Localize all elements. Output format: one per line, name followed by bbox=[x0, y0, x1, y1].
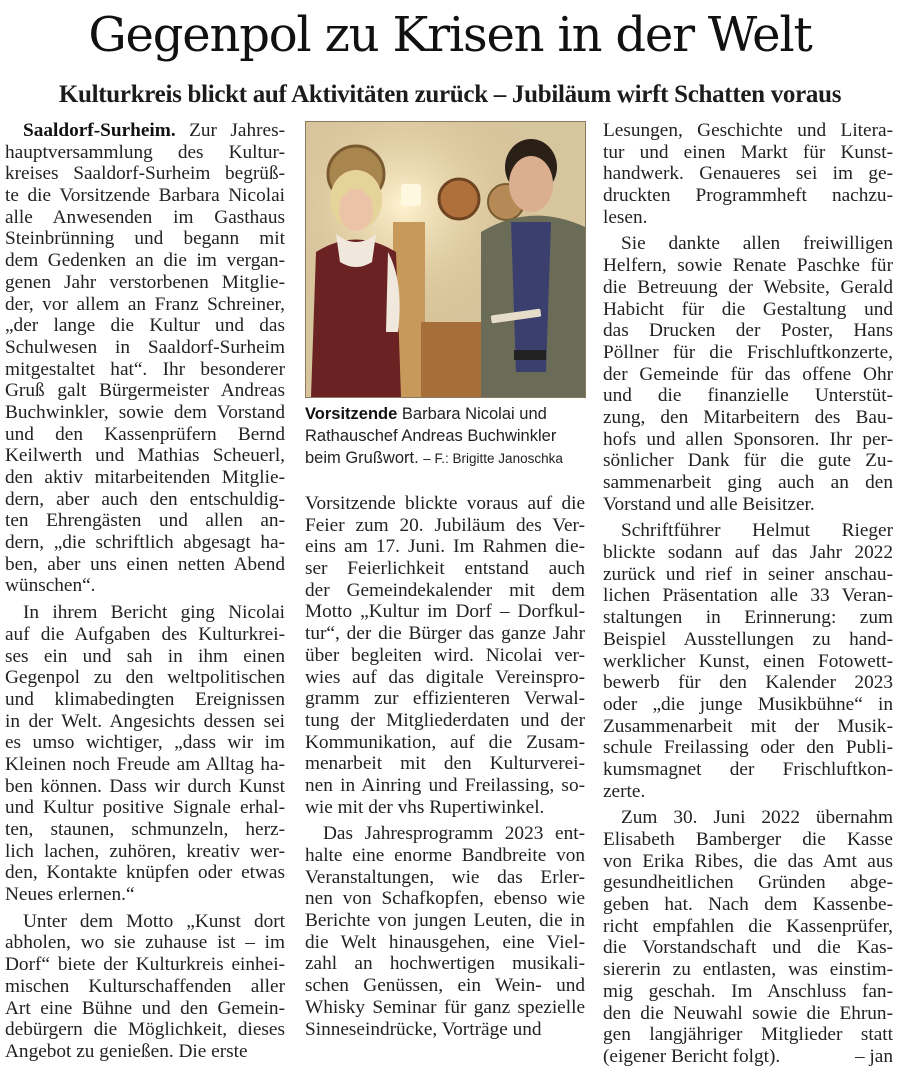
text-line: Neues erlernen.“ bbox=[5, 884, 135, 906]
text-line: mig geschah. Im Anschluss fan- bbox=[603, 980, 893, 1002]
text-line: handwerk. Genaueres sei im ge- bbox=[603, 163, 893, 185]
text-line: dem Gedenken an die im vergan- bbox=[5, 250, 285, 272]
photo-caption bbox=[305, 403, 585, 470]
text-line: richt empfahlen die Kassenprüfer, bbox=[603, 915, 893, 937]
text-line: wünschen“. bbox=[5, 575, 96, 597]
text-line: druckten Programmheft nachzu- bbox=[603, 185, 893, 207]
text-line bbox=[603, 1046, 893, 1068]
text-line: Beispiel Ausstellungen zu hand- bbox=[603, 628, 893, 650]
text-line: ben, aber uns einen netten Abend bbox=[5, 553, 285, 575]
text-line: Zusammenarbeit mit der Musik- bbox=[603, 715, 893, 737]
text-line: ser Feierlichkeit entstand auch bbox=[305, 558, 585, 580]
lamp-icon bbox=[401, 184, 421, 206]
text-line: Whisky Seminar für ganz spezielle bbox=[305, 996, 585, 1018]
text-line: über begleiten wird. Nicolai ver- bbox=[305, 644, 585, 666]
wall-plate-icon bbox=[439, 179, 479, 219]
text-line: oder „die junge Musikbühne“ in bbox=[603, 693, 893, 715]
text-line: te die Vorsitzende Barbara Nicolai bbox=[5, 185, 285, 207]
text-line: dern, „die schriftlich abgesagt ha- bbox=[5, 532, 285, 554]
article-photo bbox=[305, 121, 586, 398]
text-line: Schulwesen in Saaldorf-Surheim bbox=[5, 336, 285, 358]
text-line: abholen, wo sie zuhause ist – im bbox=[5, 932, 285, 954]
text-line: den aktiv mitarbeitenden Mitglie- bbox=[5, 467, 285, 488]
text-line: Feier zum 20. Jubiläum des Ver- bbox=[305, 514, 585, 536]
headline: Gegenpol zu Krisen in der Welt bbox=[88, 7, 812, 63]
paragraph bbox=[5, 911, 285, 1063]
paragraph bbox=[5, 602, 285, 906]
text-line: bewerb für den Kalender 2023 bbox=[603, 672, 893, 694]
text-line: ses ein und sah in ihm einen bbox=[5, 645, 285, 667]
caption-lead: Vorsitzende bbox=[305, 405, 398, 423]
photo-illustration bbox=[306, 122, 585, 397]
text-line: lichen Präsentation alle 33 Veran- bbox=[603, 585, 893, 607]
text-line: dern, aber auch den entschuldig- bbox=[5, 488, 285, 510]
text-line: mitgestaltet hat“. Ihr besonderer bbox=[5, 358, 285, 380]
text-line: gen langjähriger Mitglieder statt bbox=[603, 1024, 893, 1046]
paragraph bbox=[305, 493, 585, 818]
text-line: tung der Mitgliederdaten und der bbox=[305, 709, 585, 731]
text-line: blickte sodann auf das Jahr 2022 bbox=[603, 542, 893, 564]
text-line: Helfern, sowie Renate Paschke für bbox=[603, 255, 893, 277]
text-line: tur“, der die Bürger das ganze Jahr bbox=[305, 623, 585, 645]
text-line bbox=[5, 120, 285, 142]
text-line: wie mit der vhs Rupertiwinkel. bbox=[305, 796, 545, 818]
text-line: lesen. bbox=[603, 206, 648, 228]
text-line: kumsmagnet der Frischluftkon- bbox=[603, 758, 893, 780]
article-column-2 bbox=[305, 493, 585, 1040]
paragraph bbox=[603, 120, 893, 228]
text-line: sammenarbeit ging auch an den bbox=[603, 472, 893, 493]
text-line: auf die Aufgaben des Kulturkrei- bbox=[5, 623, 285, 645]
caption-line: Rathauschef Andreas Buchwinkler bbox=[305, 427, 557, 445]
text-line: halte eine enorme Bandbreite von bbox=[305, 845, 585, 866]
paragraph bbox=[603, 807, 893, 1067]
photo-credit: – F.: Brigitte Janoschka bbox=[423, 451, 563, 466]
text-line: genen Jahr verstorbenen Mitglie- bbox=[5, 271, 285, 293]
text-line: zurück und rief in seiner anschau- bbox=[603, 563, 893, 585]
text-line: Zum 30. Juni 2022 übernahm bbox=[621, 807, 893, 829]
text-line: Pöllner für die Frischluftkonzerte, bbox=[603, 341, 893, 363]
text-line: Vorsitzende blickte voraus auf die bbox=[305, 493, 585, 514]
text-line: eins am 17. Juni. Im Rahmen die- bbox=[305, 536, 585, 558]
text-line: werklicher Kunst, einen Fotowett- bbox=[603, 650, 893, 672]
text-line: Habicht für die Gestaltung und bbox=[603, 298, 893, 320]
text-line: Keilwerth und Mathias Scheuerl, bbox=[5, 445, 285, 467]
text-line: und den Kassenprüfern Bernd bbox=[5, 423, 285, 445]
text-line: schen Genüssen, ein Wein- und bbox=[305, 975, 585, 997]
text-line: Elisabeth Bamberger die Kasse bbox=[603, 829, 893, 850]
dateline: Saaldorf-Surheim. bbox=[23, 120, 176, 141]
text-line: die Welt hinausgehen, eine Viel- bbox=[305, 931, 585, 953]
text-line: ten, staunen, schmunzeln, herz- bbox=[5, 819, 285, 840]
text-line: Unter dem Motto „Kunst dort bbox=[23, 910, 285, 932]
text-line: siererin zu entlasten, was einstim- bbox=[603, 959, 893, 981]
text-line: sönlicher Dank für die gute Zu- bbox=[603, 450, 893, 472]
text-line: staltungen in Erinnerung: zum bbox=[603, 607, 893, 629]
text-line: zung, den Mitarbeitern des Bau- bbox=[603, 406, 893, 428]
text-line: gesundheitlichen Gründen abge- bbox=[603, 872, 893, 894]
paragraph bbox=[5, 120, 285, 597]
text-line: und klimabedingten Ereignissen bbox=[5, 688, 285, 710]
text-line: „der lange die Kultur und das bbox=[5, 315, 285, 337]
text-line: hofs und allen Sponsoren. Ihr per- bbox=[603, 428, 893, 450]
text-line: Gruß galt Bürgermeister Andreas bbox=[5, 380, 285, 402]
text-line: Gegenpol zu den weltpolitischen bbox=[5, 667, 285, 689]
text-line: Veranstaltungen, wie das Erler- bbox=[305, 866, 585, 888]
text-line: Steinbrünning und begann mit bbox=[5, 228, 285, 250]
caption-line: beim Grußwort. bbox=[305, 449, 419, 467]
text-line: debürgern die Möglichkeit, dieses bbox=[5, 1019, 285, 1041]
text-line: lich lachen, zuhören, kreativ wer- bbox=[5, 840, 285, 862]
text-line: tur und einen Markt für Kunst- bbox=[603, 141, 893, 163]
text-line: der, vor allem an Franz Schreiner, bbox=[5, 293, 285, 315]
text-line: Kommunikation, auf die Zusam- bbox=[305, 731, 585, 753]
text-line: und die finanzielle Unterstüt- bbox=[603, 385, 893, 407]
text-line-content: (eigener Bericht folgt). bbox=[603, 1045, 781, 1067]
text-line: nen von Schafkopfen, ebenso wie bbox=[305, 888, 585, 910]
text-line: nen in Ainring und Freilassing, so- bbox=[305, 774, 585, 796]
text-line: ben können. Dass wir durch Kunst bbox=[5, 775, 285, 797]
text-line: das Drucken der Poster, Hans bbox=[603, 320, 893, 342]
text-line: Schriftführer Helmut Rieger bbox=[621, 520, 893, 542]
text-line: von Erika Ribes, die das Amt aus bbox=[603, 850, 893, 872]
text-line: Buchwinkler, sowie dem Vorstand bbox=[5, 401, 285, 423]
text-line: Berichte von jungen Leuten, die in bbox=[305, 910, 585, 932]
text-line: Das Jahresprogramm 2023 ent- bbox=[323, 823, 585, 845]
paragraph bbox=[603, 233, 893, 515]
paragraph bbox=[603, 520, 893, 802]
text-line: und Kultur positive Signale erhal- bbox=[5, 797, 285, 819]
text-line: in der Welt. Angesichts dessen sei bbox=[5, 710, 285, 732]
text-line: der Gemeindekalender mit dem bbox=[305, 579, 585, 601]
text-line: Kleinen noch Freude am Alltag ha- bbox=[5, 753, 285, 775]
article-column-1 bbox=[5, 120, 285, 1063]
text-line: zahl an hochwertigen musikali- bbox=[305, 953, 585, 975]
text-line: Sie dankte allen freiwilligen bbox=[621, 233, 893, 255]
text-line: ten Ehrengästen und allen an- bbox=[5, 510, 285, 532]
text-line: alle Anwesenden im Gasthaus bbox=[5, 206, 285, 228]
text-line: Art eine Bühne und den Gemein- bbox=[5, 997, 285, 1019]
subheadline: Kulturkreis blickt auf Aktivitäten zurück – Jubiläum wirft Schatten voraus bbox=[58, 81, 842, 108]
text-line: kreises Saaldorf-Surheim begrüß- bbox=[5, 163, 285, 185]
text-line: die Betreuung der Website, Gerald bbox=[603, 276, 893, 298]
text-line: es umso wichtiger, „dass wir im bbox=[5, 732, 285, 754]
text-line: Dorf“ biete der Kulturkreis einhei- bbox=[5, 954, 285, 976]
text-line: Sinneseindrücke, Vorträge und bbox=[305, 1018, 542, 1040]
text-line: In ihrem Bericht ging Nicolai bbox=[23, 602, 285, 624]
text-line: die Vorstandschaft und die Kas- bbox=[603, 937, 893, 959]
article-column-3 bbox=[603, 120, 893, 1068]
text-line: den die Neuwahl sowie die Ehrun- bbox=[603, 1002, 893, 1024]
text-line: Motto „Kultur im Dorf – Dorfkul- bbox=[305, 601, 585, 623]
text-line: geben hat. Nach dem Kassenbe- bbox=[603, 894, 893, 916]
text-line: menarbeit mit den Kulturverei- bbox=[305, 753, 585, 775]
text-line: wies auf das digitale Vereinspro- bbox=[305, 666, 585, 688]
text-line: Lesungen, Geschichte und Litera- bbox=[603, 120, 893, 141]
text-line: den, Kontakte knüpfen oder etwas bbox=[5, 862, 285, 884]
author-signature: – jan bbox=[854, 1045, 893, 1067]
text-line: mischen Kulturschaffenden aller bbox=[5, 975, 285, 997]
text-line: Angebot zu genießen. Die erste bbox=[5, 1040, 248, 1062]
text-line: zerte. bbox=[603, 780, 646, 802]
text-line: der Gemeinde für das offene Ohr bbox=[603, 363, 893, 385]
text-line: hauptversammlung des Kultur- bbox=[5, 141, 285, 163]
text-line-content: Zur Jahres- bbox=[189, 120, 285, 141]
text-line: gramm zur effizienteren Verwal- bbox=[305, 688, 585, 710]
text-line: Vorstand und alle Beisitzer. bbox=[603, 493, 815, 515]
paragraph bbox=[305, 823, 585, 1040]
text-line: schule Freilassing oder den Publi- bbox=[603, 737, 893, 759]
caption-line: Barbara Nicolai und bbox=[401, 405, 547, 423]
